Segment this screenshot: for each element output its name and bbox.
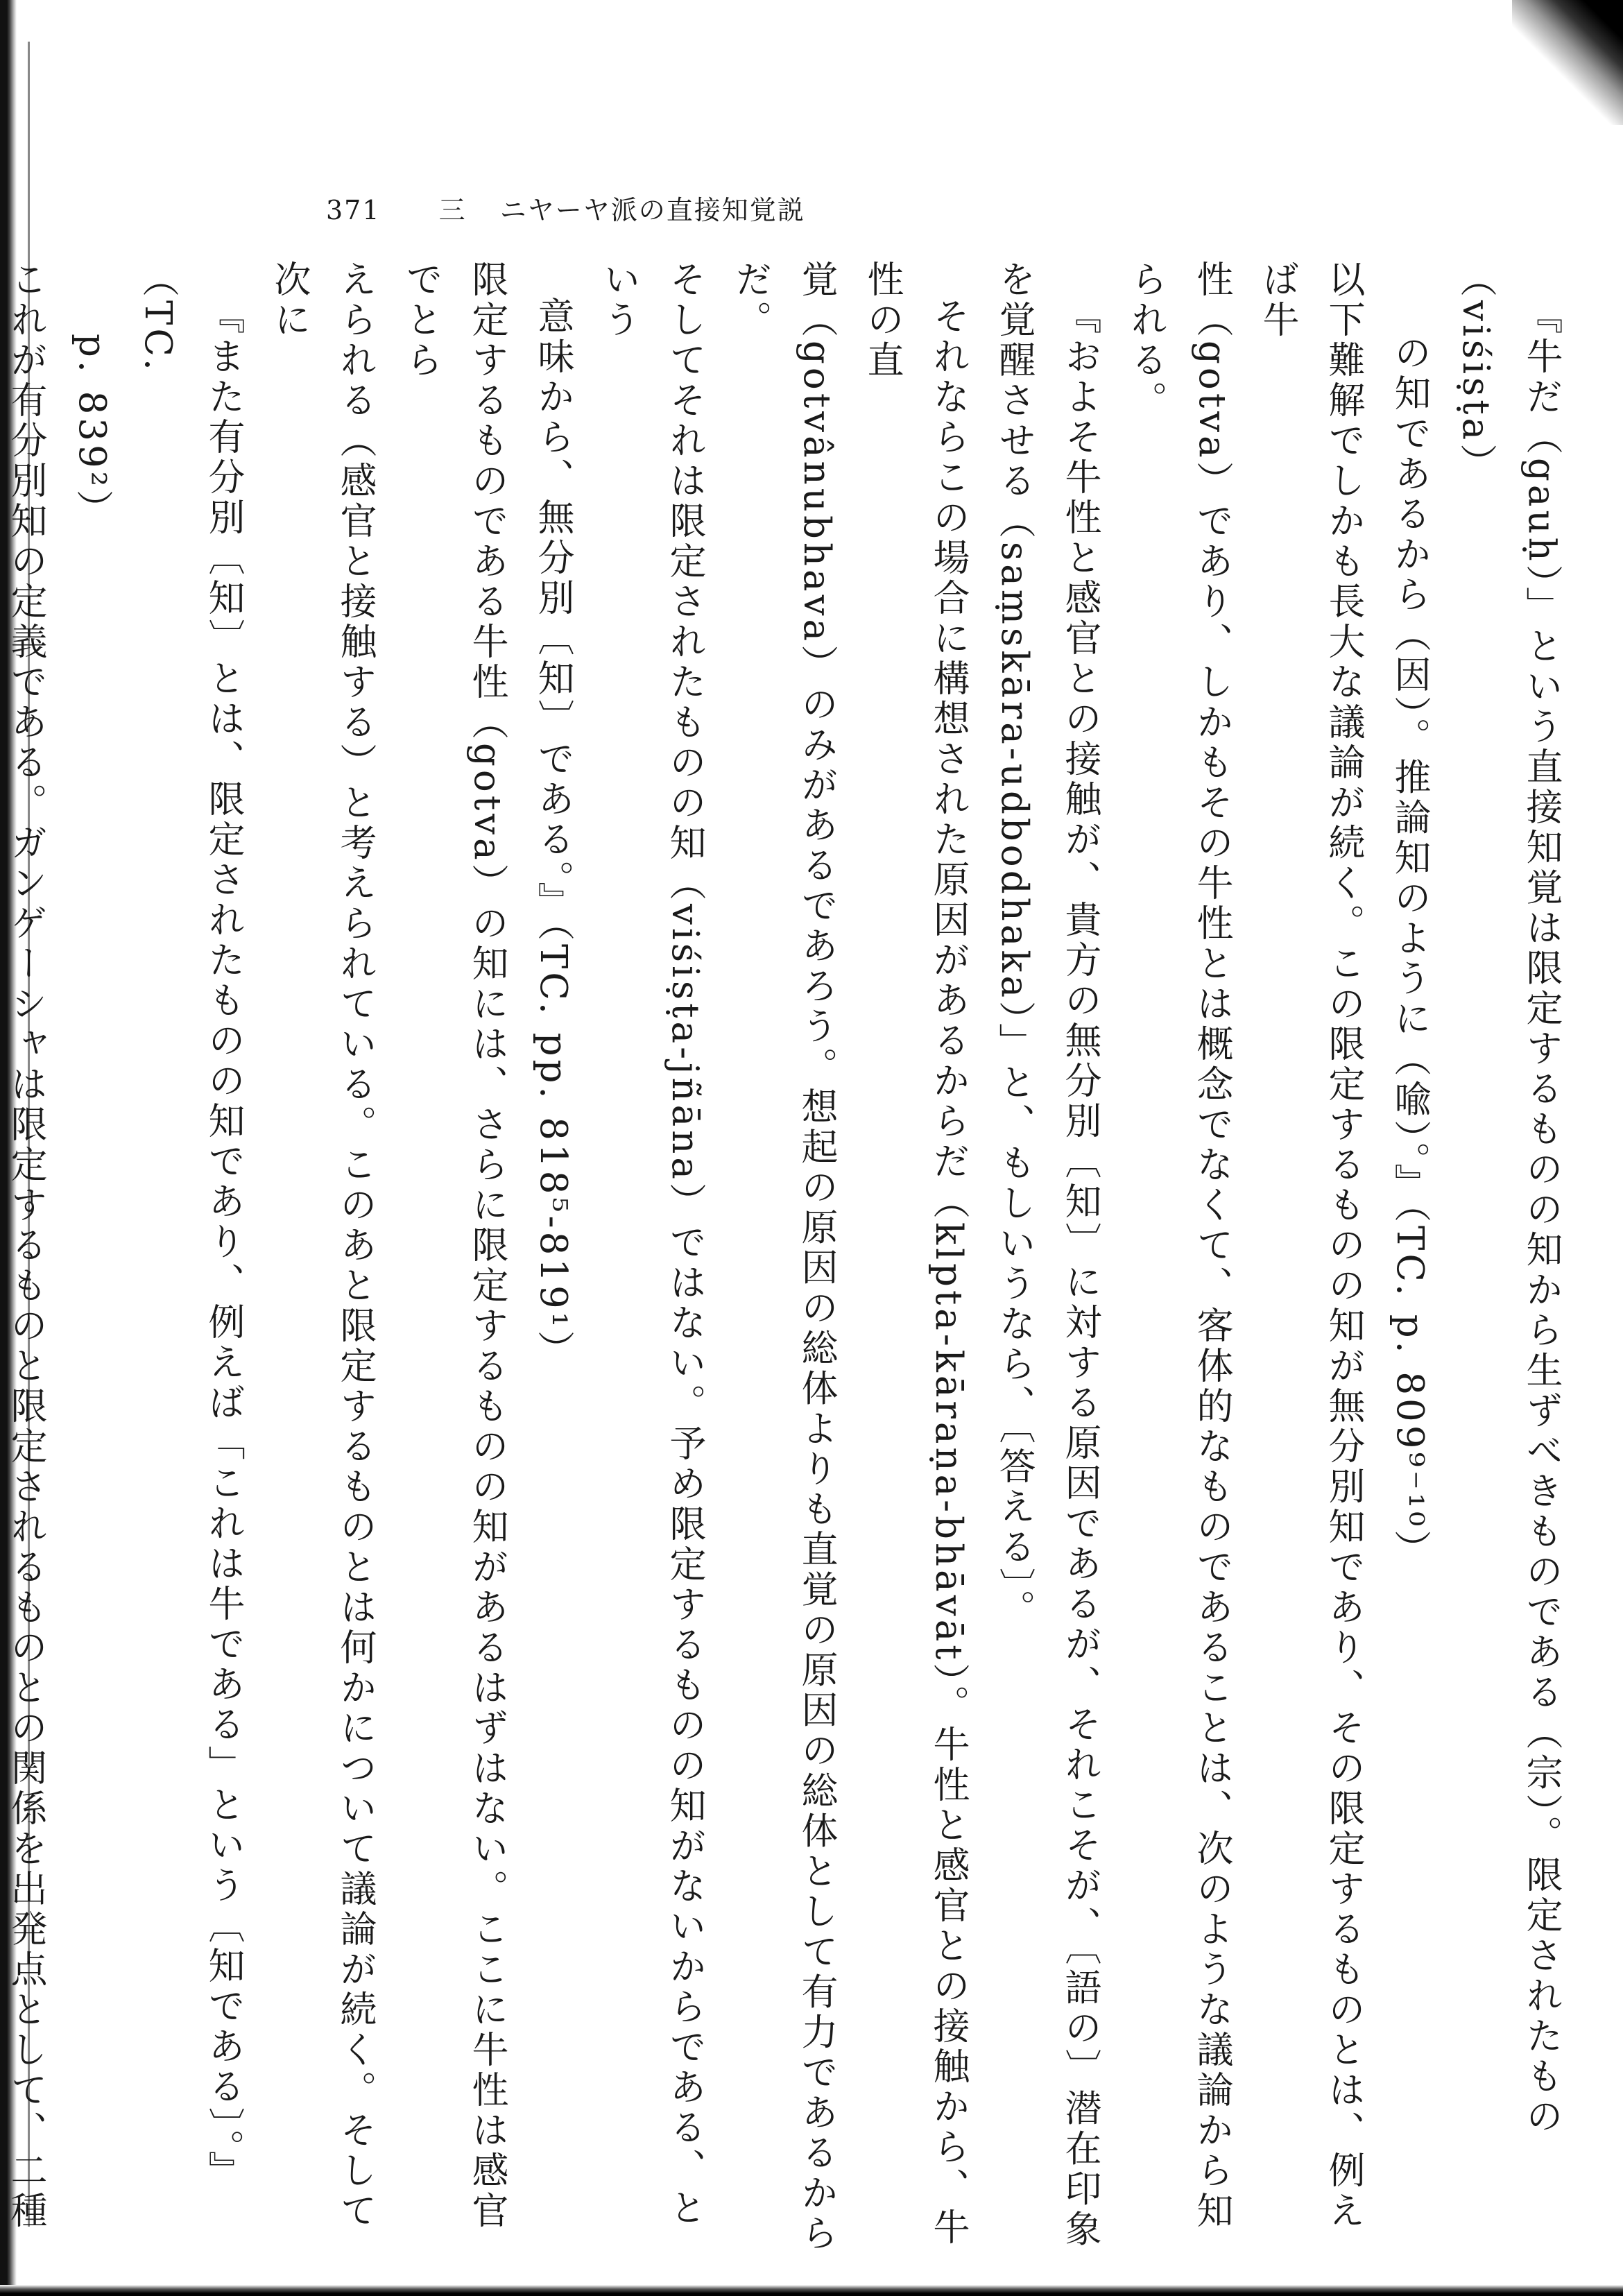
text-line: これが有分別知の定義である。ガンゲーシャは限定するものと限定されるものとの関係を出発点として、二種 bbox=[5, 260, 47, 2231]
text-line: えられる（感官と接触する）と考えられている。このあと限定するものとは何かについて議論が続く。そして次に bbox=[268, 260, 377, 2231]
text-line: 意味から、無分別〔知〕である。』（TC. pp. 818⁵-819¹） bbox=[532, 297, 574, 1371]
scan-corner-shadow bbox=[1512, 0, 1623, 125]
running-head bbox=[326, 189, 805, 227]
text-line: 覚（gotvânubhava）のみがあるであろう。想起の原因の総体よりも直覚の原因の総体として有力であるからだ。 bbox=[730, 260, 838, 2254]
text-line: を覚醒させる（saṃskāra-udbodhaka）」と、もしいうなら、〔答える〕。 bbox=[993, 260, 1036, 1630]
text-line: 『また有分別〔知〕とは、限定されたものの知であり、例えば「これは牛である」という〔知である〕。』（TC. bbox=[137, 260, 245, 2191]
text-line: そしてそれは限定されたものの知（viśiṣṭa-jñāna）ではない。予め限定するものの知がないからである、という bbox=[598, 260, 706, 2229]
text-line: 以下難解でしかも長大な議論が続く。この限定するものの知が無分別知であり、その限定するものとは、例えば牛 bbox=[1257, 260, 1365, 2231]
text-line: 性（gotva）であり、しかもその牛性とは概念でなくて、客体的なものであることは、次のような議論から知られる。 bbox=[1125, 260, 1233, 2231]
text-line: p. 839²） bbox=[71, 334, 113, 531]
text-line: 『およそ牛性と感官との接触が、貴方の無分別〔知〕に対する原因であるが、それこそが、〔語の〕潜在印象 bbox=[1059, 297, 1101, 2250]
text-line: の知であるから（因）。推論知のように（喩）。』（TC. p. 809⁹⁻¹⁰） bbox=[1389, 334, 1431, 1570]
page-number: 371 bbox=[326, 195, 381, 225]
text-line: 限定するものである牛性（gotva）の知には、さらに限定するものの知があるはずはない。ここに牛性は感官でとら bbox=[400, 260, 508, 2231]
text-line: 『牛だ（gauḥ）」という直接知覚は限定するものの知から生ずべきものである（宗）。限定されたもの（viśiṣṭa） bbox=[1454, 260, 1563, 2137]
scan-bottom-edge bbox=[0, 2285, 1623, 2296]
body-text bbox=[5, 260, 1574, 2258]
section-title: ニヤーヤ派の直接知覚説 bbox=[499, 195, 805, 225]
text-line: それならこの場合に構想された原因があるからだ（klpta-kāraṇa-bhāvāt）。牛性と感官との接触から、牛性の直 bbox=[861, 260, 970, 2249]
chapter-number: 三 bbox=[438, 195, 467, 225]
